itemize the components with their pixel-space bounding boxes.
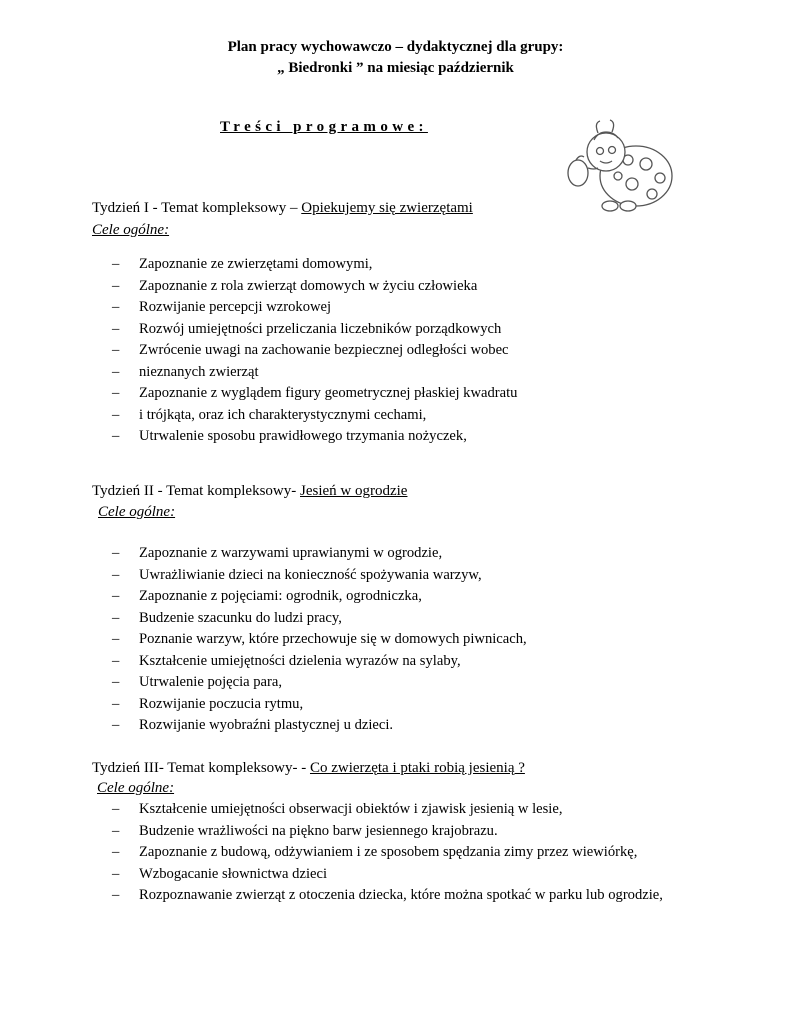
list-item: – Uwrażliwianie dzieci na konieczność spożywania warzyw,: [112, 565, 527, 587]
ladybug-illustration-icon: [548, 118, 678, 216]
list-item: – Rozwój umiejętności przeliczania liczebników porządkowych: [112, 319, 517, 341]
list-item: – Zapoznanie z warzywami uprawianymi w ogrodzie,: [112, 543, 527, 565]
week-3-heading: [92, 760, 525, 777]
week-3-goals-list: [112, 799, 663, 907]
week-2-prefix: Tydzień II - Temat kompleksowy-: [92, 483, 300, 499]
document-title-line-2: „ Biedronki ” na miesiąc październik: [277, 60, 514, 76]
list-item: – Rozpoznawanie zwierząt z otoczenia dziecka, które można spotkać w parku lub ogrodzie,: [112, 885, 663, 907]
list-item: – Budzenie wrażliwości na piękno barw jesiennego krajobrazu.: [112, 821, 663, 843]
week-2-goals-label: Cele ogólne:: [98, 504, 176, 520]
list-item: – nieznanych zwierząt: [112, 362, 517, 384]
week-2-goals-list: [112, 543, 527, 737]
week-1-heading: [92, 200, 473, 217]
list-item: – i trójkąta, oraz ich charakterystycznymi cechami,: [112, 405, 517, 427]
list-item: – Zapoznanie z pojęciami: ogrodnik, ogrodniczka,: [112, 586, 527, 608]
list-item: – Utrwalenie pojęcia para,: [112, 672, 527, 694]
week-2-topic: Jesień w ogrodzie: [300, 483, 408, 499]
week-1-goals-label: Cele ogólne:: [92, 222, 170, 238]
list-item: – Wzbogacanie słownictwa dzieci: [112, 864, 663, 886]
week-3-prefix: Tydzień III- Temat kompleksowy- -: [92, 760, 310, 776]
list-item: – Zapoznanie ze zwierzętami domowymi,: [112, 254, 517, 276]
week-1-goals-list: [112, 254, 517, 448]
list-item: – Kształcenie umiejętności obserwacji obiektów i zjawisk jesienią w lesie,: [112, 799, 663, 821]
list-item: – Budzenie szacunku do ludzi pracy,: [112, 608, 527, 630]
list-item: – Rozwijanie wyobraźni plastycznej u dzieci.: [112, 715, 527, 737]
list-item: – Rozwijanie percepcji wzrokowej: [112, 297, 517, 319]
list-item: – Utrwalenie sposobu prawidłowego trzymania nożyczek,: [112, 426, 517, 448]
week-2-heading: [92, 483, 407, 500]
list-item: – Zapoznanie z budową, odżywianiem i ze sposobem spędzania zimy przez wiewiórkę,: [112, 842, 663, 864]
list-item: – Poznanie warzyw, które przechowuje się w domowych piwnicach,: [112, 629, 527, 651]
list-item: – Zapoznanie z wyglądem figury geometrycznej płaskiej kwadratu: [112, 383, 517, 405]
week-1-prefix: Tydzień I - Temat kompleksowy –: [92, 200, 302, 216]
list-item: – Kształcenie umiejętności dzielenia wyrazów na sylaby,: [112, 651, 527, 673]
week-1-topic: Opiekujemy się zwierzętami: [301, 200, 473, 216]
list-item: – Rozwijanie poczucia rytmu,: [112, 694, 527, 716]
section-heading: Treści programowe:: [220, 119, 428, 135]
document-title-line-1: Plan pracy wychowawczo – dydaktycznej dla grupy:: [227, 39, 564, 55]
list-item: – Zwrócenie uwagi na zachowanie bezpiecznej odległości wobec: [112, 340, 517, 362]
week-3-goals-label: Cele ogólne:: [97, 780, 175, 796]
week-3-topic: Co zwierzęta i ptaki robią jesienią ?: [309, 760, 525, 776]
list-item: – Zapoznanie z rola zwierząt domowych w życiu człowieka: [112, 276, 517, 298]
